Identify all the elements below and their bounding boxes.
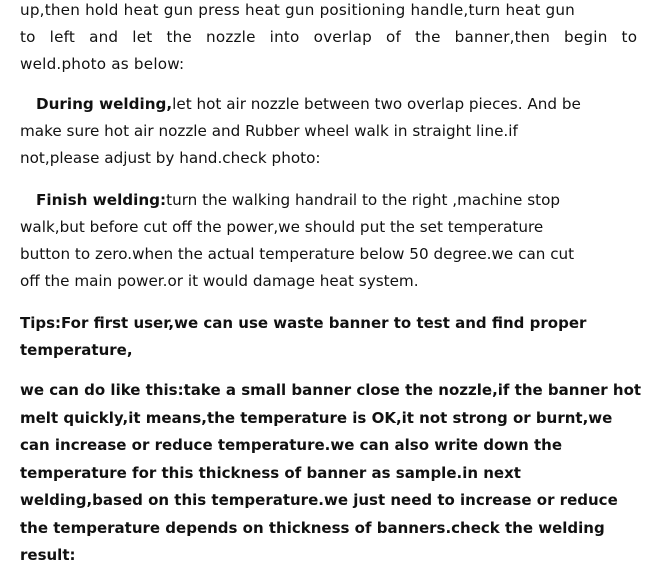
paragraph-finish-welding — [20, 187, 660, 295]
text-line: welding,based on this temperature.we just need to increase or reduce — [20, 491, 618, 509]
text-line: button to zero.when the actual temperature below 50 degree.we can cut — [20, 245, 575, 263]
text-line: we can do like this:take a small banner close the nozzle,if the banner hot — [20, 381, 642, 399]
text-run: turn the walking handrail to the right ,machine stop — [166, 191, 561, 209]
text-line: walk,but before cut off the power,we should put the set temperature — [20, 218, 544, 236]
text-line: up,then hold heat gun press heat gun positioning handle,turn heat gun — [20, 1, 576, 19]
text-run: let hot air nozzle between two overlap pieces. And be — [172, 95, 581, 113]
text-line: melt quickly,it means,the temperature is OK,it not strong or burnt,we — [20, 408, 613, 427]
paragraph-heading: Finish welding: — [36, 191, 167, 209]
text-line: the temperature depends on thickness of banners.check the welding — [20, 518, 605, 537]
paragraph-heat-gun-positioning — [20, 0, 660, 78]
text-line: off the main power.or it would damage heat system. — [20, 272, 419, 290]
text-line: weld.photo as below: — [20, 55, 185, 73]
text-line: not,please adjust by hand.check photo: — [20, 149, 321, 167]
paragraph-tips — [20, 310, 660, 364]
text-line: to left and let the nozzle into overlap of the banner,then begin to — [20, 28, 638, 46]
paragraph-during-welding — [20, 91, 660, 172]
text-line: make sure hot air nozzle and Rubber wheel walk in straight line.if — [20, 122, 518, 140]
text-line — [20, 91, 660, 118]
text-line: result: — [20, 546, 76, 564]
text-line: can increase or reduce temperature.we can also write down the — [20, 436, 563, 454]
paragraph-test-method — [20, 377, 660, 570]
paragraph-heading: During welding, — [36, 95, 173, 113]
text-line — [20, 187, 660, 214]
text-line: Tips:For first user,we can use waste banner to test and find proper — [20, 314, 587, 332]
text-line: temperature for this thickness of banner as sample.in next — [20, 463, 521, 482]
text-line: temperature, — [20, 341, 133, 359]
